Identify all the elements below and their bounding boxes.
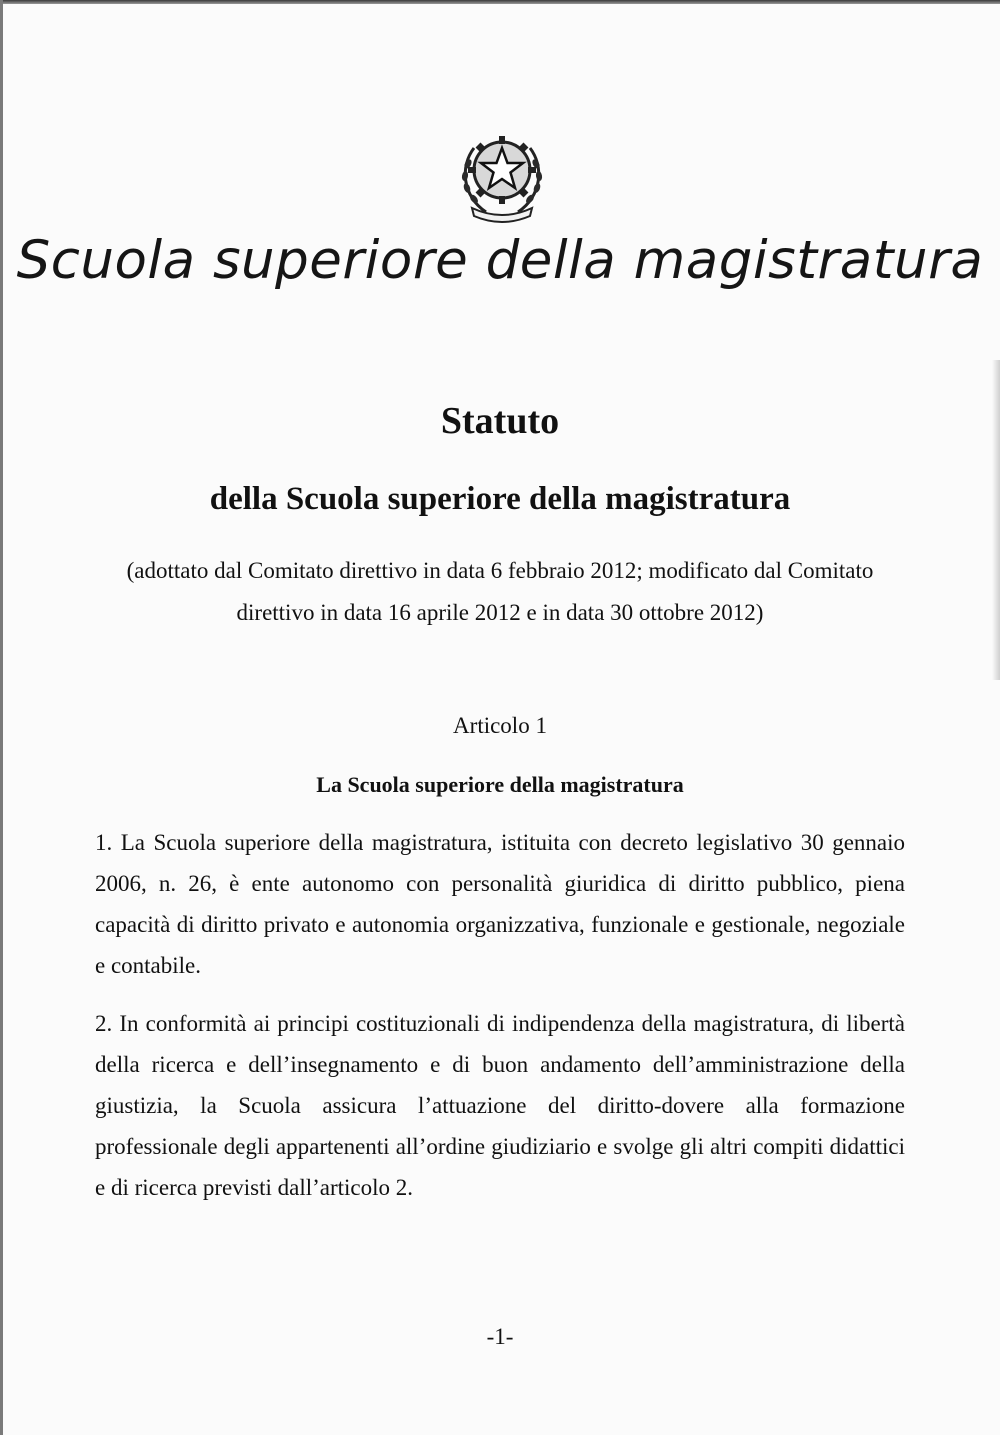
adoption-note: (adottato dal Comitato direttivo in data 6 febbraio 2012; modificato dal Comitato direttivo in data 16 aprile 2012 e in data 30 ottobre 2012) [126, 558, 874, 625]
article-heading: La Scuola superiore della magistratura [316, 772, 684, 797]
statute-title: Statuto [440, 400, 560, 442]
article-paragraph-2: 2. In conformità ai principi costituzionali di indipendenza della magistratura, di libertà della ricerca e dell’insegnamento e di buon andamento dell’amministrazione della giustizia, la Scuola assicura l’attuazione del diritto-dovere alla formazione professionale degli appartenenti all’ordine giudiziario e svolge gli altri compiti didattici e di ricerca previsti dall’articolo 2. [95, 1011, 905, 1200]
article-paragraph-1: 1. La Scuola superiore della magistratura, istituita con decreto legislativo 30 gennaio 2006, n. 26, è ente autonomo con personalità giuridica di diritto pubblico, piena capacità di diritto privato e autonomia organizzativa, funzionale e gestionale, negoziale e contabile. [95, 830, 905, 978]
statute-subtitle: della Scuola superiore della magistratura [209, 481, 791, 517]
article-number: Articolo 1 [453, 713, 547, 738]
school-name-title: Scuola superiore della magistratura [16, 230, 984, 291]
italian-republic-emblem-icon [452, 118, 552, 226]
page-number: -1- [486, 1324, 514, 1349]
scan-edge-top [0, 0, 1000, 4]
